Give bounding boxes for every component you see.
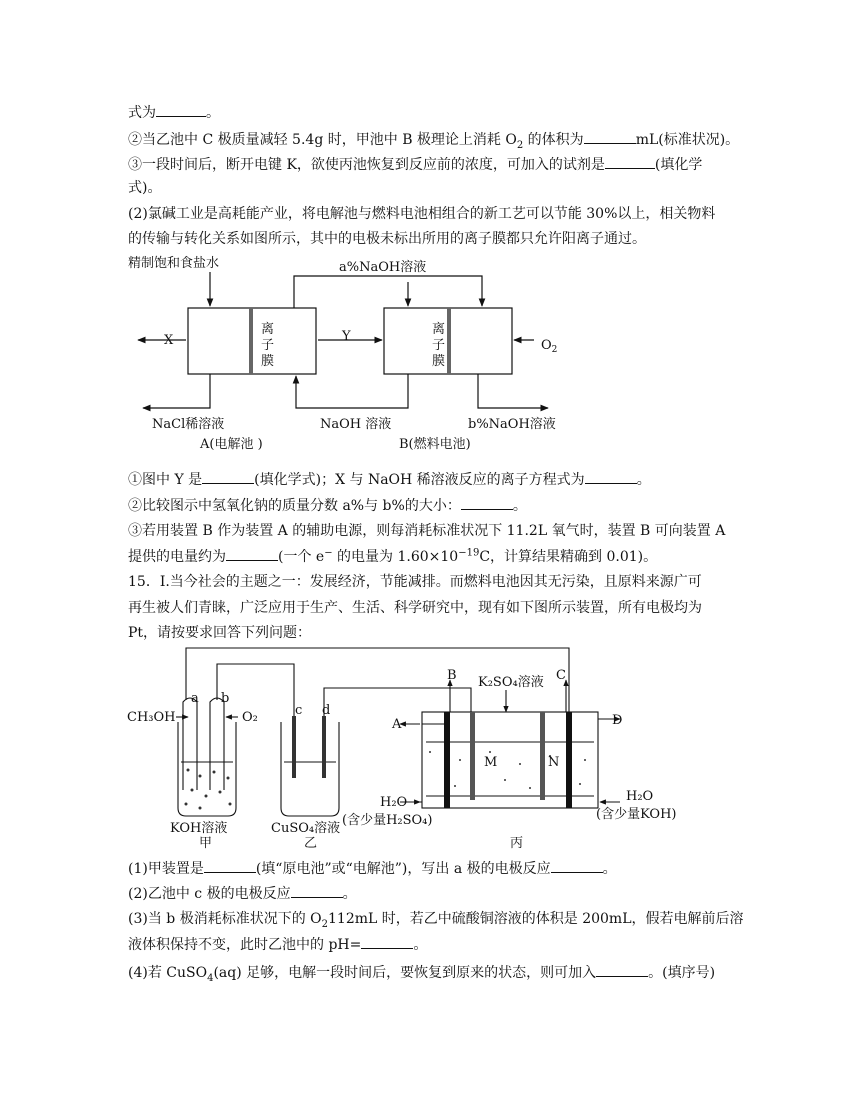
subscript: 2 <box>516 139 524 151</box>
b-naoh-label: b%NaOH溶液 <box>468 417 556 432</box>
answer-blank <box>361 934 413 949</box>
label-jia: 甲 <box>199 836 213 851</box>
membrane-char: 离 <box>432 322 446 337</box>
answer-blank <box>204 858 256 873</box>
text: 。 <box>512 498 527 514</box>
text: (1)甲装置是 <box>128 861 204 877</box>
electrode-a-label: a <box>191 691 199 706</box>
text: 。 <box>206 105 220 121</box>
beaker-yi <box>281 722 339 816</box>
text: (2)乙池中 c 极的电极反应 <box>128 886 291 902</box>
text: 。 <box>413 937 428 953</box>
text: (4)若 CuSO <box>128 965 208 981</box>
text: C，计算结果精确到 0.01)。 <box>479 549 658 565</box>
text: ②当乙池中 C 极质量减轻 5.4g 时，甲池中 B 极理论上消耗 O <box>128 132 517 148</box>
membrane-char: 离 <box>261 322 275 337</box>
electrode-c-label: c <box>295 703 303 718</box>
h2so4-note: (含少量H₂SO₄) <box>342 813 433 828</box>
caption-b: B(燃料电池) <box>399 437 471 452</box>
text: (一个 e <box>278 549 325 565</box>
text-line <box>128 858 617 879</box>
answer-blank <box>551 858 603 873</box>
text-line <box>128 962 715 983</box>
electrode-left <box>444 712 450 808</box>
membrane-m-label: M <box>484 755 498 770</box>
text-line: ③若用装置 B 作为装置 A 的辅助电源，则每消耗标准状况下 11.2L 氧气时，装置 B 可向装置 A <box>128 523 726 539</box>
text: 。 <box>342 886 357 902</box>
electrode-c <box>292 716 296 778</box>
text: (填“原电池”或“电解池”)，写出 a 极的电极反应 <box>255 861 551 877</box>
membrane-char: 膜 <box>432 354 446 369</box>
koh-note: (含少量KOH) <box>596 807 677 822</box>
h2o-right-label: H₂O <box>626 789 654 804</box>
text-line: 15．Ⅰ.当今社会的主题之一：发展经济，节能减排。而燃料电池因其无污染，且原料来源广可 <box>128 574 702 590</box>
subscript: 4 <box>207 972 214 984</box>
text: mL(标准状况)。 <box>635 132 740 148</box>
superscript: − <box>324 547 333 559</box>
o2-label: $O_2$ <box>541 338 558 355</box>
text-line: 的传输与转化关系如图所示，其中的电极未标出所用的离子膜都只允许阳离子通过。 <box>128 231 646 247</box>
beaker-jia <box>178 722 236 816</box>
superscript: −19 <box>458 547 480 559</box>
text: 式为 <box>128 105 156 121</box>
membrane-n-label: N <box>548 755 560 770</box>
electrode-right <box>566 712 572 808</box>
electrode-b-label: b <box>221 691 230 706</box>
x-label: X <box>164 333 174 348</box>
port-b-label: B <box>447 668 457 683</box>
text: (3)当 b 极消耗标准状况下的 O <box>128 911 322 927</box>
k2so4-label: K₂SO₄溶液 <box>478 675 544 690</box>
feed-label: 精制饱和食盐水 <box>128 256 220 271</box>
text: 的电量为 1.60×10 <box>332 549 459 565</box>
answer-blank <box>291 883 343 898</box>
ch3oh-label: CH₃OH <box>127 710 176 725</box>
membrane-char: 子 <box>432 338 446 353</box>
text: 提供的电量约为 <box>128 549 226 565</box>
text: (填化学式)；X 与 NaOH 稀溶液反应的离子方程式为 <box>254 472 585 488</box>
membrane-char: 膜 <box>261 354 275 369</box>
port-a-label: A <box>392 717 402 732</box>
y-label: Y <box>342 329 351 344</box>
text-line <box>128 909 744 929</box>
text: (填化学 <box>654 157 703 173</box>
port-d-label: D <box>612 713 623 728</box>
cuso4-label: CuSO₄溶液 <box>271 821 341 836</box>
text: 的体积为 <box>523 132 584 148</box>
text: 。 <box>636 472 651 488</box>
membrane-m <box>470 712 475 800</box>
electrode-d-label: d <box>322 703 331 718</box>
text-line: (2)氯碱工业是高耗能产业，将电解池与燃料电池相组合的新工艺可以节能 30%以上，相关物料 <box>128 206 716 222</box>
text: 。(填序号) <box>648 965 716 981</box>
text-line <box>128 883 357 904</box>
nacl-label: NaCl稀溶液 <box>152 417 225 432</box>
text: ③一段时间后，断开电键 K，欲使丙池恢复到反应前的浓度，可加入的试剂是 <box>128 157 605 173</box>
subscript: 2 <box>321 918 328 930</box>
membrane-char: 子 <box>261 338 275 353</box>
text-line: 式)。 <box>128 180 162 196</box>
text-line: Pt，请按要求回答下列问题： <box>128 625 312 641</box>
label-bing: 丙 <box>510 836 524 851</box>
text: ②比较图示中氢氧化钠的质量分数 a%与 b%的大小： <box>128 498 461 514</box>
h2o-left-label: H₂O <box>380 795 408 810</box>
koh-label: KOH溶液 <box>170 821 228 836</box>
answer-blank <box>596 962 648 977</box>
naoh-return-label: NaOH 溶液 <box>320 417 392 432</box>
port-c-label: C <box>556 668 566 683</box>
text: 112mL 时，若乙中硫酸铜溶液的体积是 200mL，假若电解前后溶 <box>328 911 744 927</box>
top-flow-label: a%NaOH溶液 <box>339 260 427 275</box>
electrode-d <box>322 716 326 778</box>
o2-label: O₂ <box>242 710 258 725</box>
text-line <box>128 934 427 955</box>
text: (aq) 足够，电解一段时间后，要恢复到原来的状态，则可加入 <box>213 965 597 981</box>
text: ①图中 Y 是 <box>128 472 203 488</box>
text: 。 <box>602 861 617 877</box>
label-yi: 乙 <box>304 836 318 851</box>
text-line: 再生被人们青睐，广泛应用于生产、生活、科学研究中，现有如下图所示装置，所有电极均为 <box>128 600 702 616</box>
caption-a: A(电解池 ) <box>200 437 263 452</box>
text: 液体积保持不变，此时乙池中的 pH= <box>128 937 362 953</box>
membrane-n <box>540 712 545 800</box>
